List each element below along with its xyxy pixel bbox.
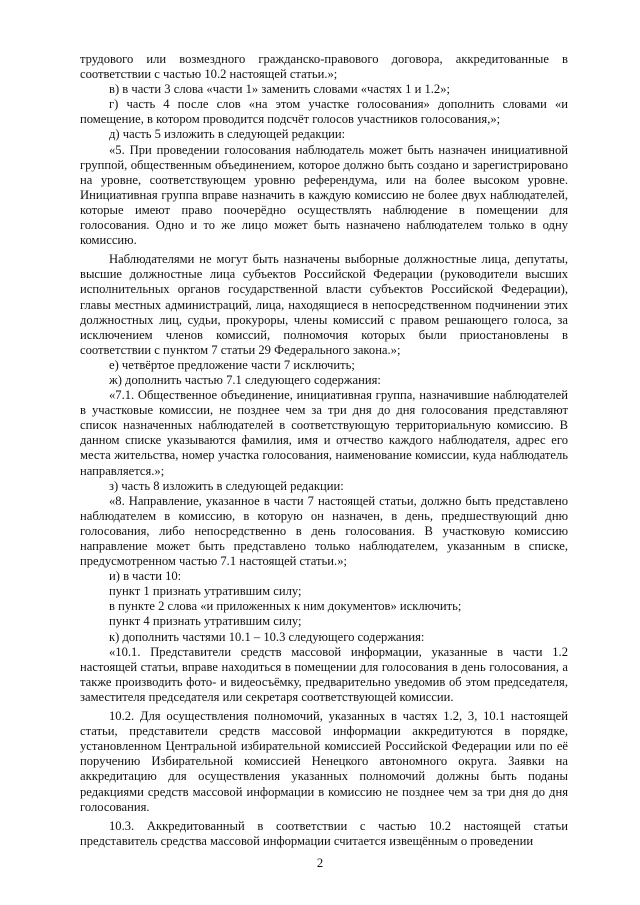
paragraph-14: в пункте 2 слова «и приложенных к ним документов» исключить; [109, 599, 462, 614]
paragraph-6: Наблюдателями не могут быть назначены выборные должностные лица, депутаты, высшие должностные лица субъектов Российской Федерации (руководители высших исполнительных органов государственной власти субъектов Российской Федерации), главы местных администраций, лица, находящиеся в непосредственном подчинении этих должностных лиц, судьи, прокуроры, члены комиссий с правом решающего голоса, за исключением членов комиссий, полномочия которых были приостановлены в соответствии с пунктом 7 статьи 29 Федерального закона.»; [80, 252, 568, 357]
page-number: 2 [316, 856, 324, 870]
paragraph-12: и) в части 10: [109, 569, 182, 584]
paragraph-3: г) часть 4 после слов «на этом участке голосования» дополнить словами «и помещение, в котором проводится подсчёт голосов участников голосования,»; [80, 97, 568, 127]
document-body [80, 52, 568, 849]
paragraph-1: трудового или возмездного гражданско-правового договора, аккредитованные в соответствии с частью 10.2 настоящей статьи.»; [80, 52, 568, 82]
paragraph-11: «8. Направление, указанное в части 7 настоящей статьи, должно быть представлено наблюдателем в комиссию, в которую он назначен, в день, предшествующий дню голосования, либо непосредственно в день голосования. В участковую комиссию направление может быть представлено только наблюдателем, указанным в списке, предусмотренном частью 7.1 настоящей статьи.»; [80, 493, 568, 569]
paragraph-2: в) в части 3 слова «части 1» заменить словами «частях 1 и 1.2»; [109, 82, 451, 97]
paragraph-17: «10.1. Представители средств массовой информации, указанные в части 1.2 настоящей статьи, вправе находиться в помещении для голосования в день голосования, а также производить фото- и видеосъёмку, предварительно уведомив об этом председателя, заместителя председателя или секретаря соответствующей комиссии. [80, 644, 568, 704]
paragraph-9: «7.1. Общественное объединение, инициативная группа, назначившие наблюдателей в участковые комиссии, не позднее чем за три дня до дня голосования представляют список назначенных наблюдателей в соответствующую территориальную комиссию. В данном списке указываются фамилия, имя и отчество каждого наблюдателя, адрес его места жительства, номер участка голосования, наименование комиссии, куда наблюдатель направляется.»; [80, 388, 568, 478]
paragraph-10: з) часть 8 изложить в следующей редакции: [109, 478, 344, 493]
paragraph-5: «5. При проведении голосования наблюдатель может быть назначен инициативной группой, общественным объединением, которое должно быть создано и зарегистрировано на уровне, соответствующем уровню референдума, или на более высоком уровне. Инициативная группа вправе назначить в каждую комиссию не более двух наблюдателей, которые имеют право поочерёдно осуществлять наблюдение в помещении для голосования. Одно и то же лицо может быть назначено наблюдателем только в одну комиссию. [80, 142, 568, 248]
paragraph-15: пункт 4 признать утратившим силу; [109, 614, 302, 629]
paragraph-18: 10.2. Для осуществления полномочий, указанных в частях 1.2, 3, 10.1 настоящей статьи, представители средств массовой информации аккредитуются в порядке, установленном Центральной избирательной комиссией Российской Федерации или по её поручению Избирательной комиссией Ненецкого автономного округа. Заявки на аккредитацию для осуществления указанных полномочий должны быть поданы редакциями средств массовой информации в комиссию не позднее чем за три дня до дня голосования. [80, 709, 568, 814]
paragraph-4: д) часть 5 изложить в следующей редакции: [109, 127, 346, 142]
paragraph-16: к) дополнить частями 10.1 – 10.3 следующего содержания: [109, 629, 425, 644]
paragraph-7: е) четвёртое предложение части 7 исключить; [109, 357, 355, 372]
paragraph-19: 10.3. Аккредитованный в соответствии с частью 10.2 настоящей статьи представитель средства массовой информации считается извещённым о проведении [80, 818, 568, 848]
paragraph-8: ж) дополнить частью 7.1 следующего содержания: [109, 372, 381, 387]
paragraph-13: пункт 1 признать утратившим силу; [109, 584, 302, 599]
